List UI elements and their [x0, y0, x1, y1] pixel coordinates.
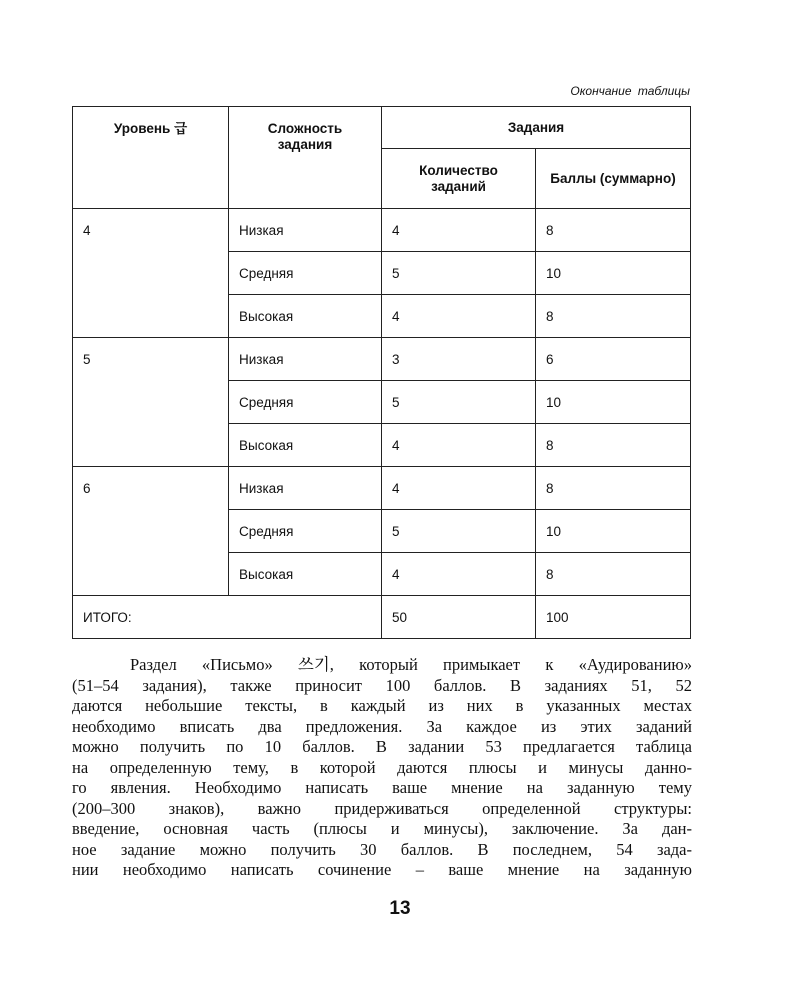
- count-cell: 5: [382, 381, 536, 424]
- text-line: на определенную тему, в которой даются плюсы и минусы данно-: [72, 757, 692, 777]
- header-points: Баллы (суммарно): [536, 149, 691, 209]
- level-cell: 5: [73, 338, 229, 467]
- header-difficulty: Сложность задания: [229, 107, 382, 209]
- count-cell: 4: [382, 295, 536, 338]
- points-cell: 10: [536, 252, 691, 295]
- count-cell: 5: [382, 510, 536, 553]
- body-paragraph: [72, 655, 692, 881]
- points-cell: 8: [536, 553, 691, 596]
- difficulty-cell: Высокая: [229, 553, 382, 596]
- levels-table: [72, 106, 691, 639]
- text-line: можно получить по 10 баллов. В задании 53 предлагается таблица: [72, 737, 692, 756]
- count-cell: 3: [382, 338, 536, 381]
- total-points: 100: [536, 596, 691, 639]
- table-row: [73, 467, 691, 510]
- total-count: 50: [382, 596, 536, 639]
- header-count: Количество заданий: [382, 149, 536, 209]
- points-cell: 8: [536, 424, 691, 467]
- count-cell: 4: [382, 424, 536, 467]
- total-row: [73, 596, 691, 639]
- level-cell: 4: [73, 209, 229, 338]
- count-cell: 4: [382, 209, 536, 252]
- count-cell: 4: [382, 467, 536, 510]
- difficulty-cell: Высокая: [229, 295, 382, 338]
- text-line: необходимо вписать два предложения. За каждое из этих заданий: [72, 716, 692, 736]
- header-tasks: Задания: [382, 107, 691, 149]
- level-cell: 6: [73, 467, 229, 596]
- points-cell: 8: [536, 295, 691, 338]
- text-line: нии необходимо написать сочинение – ваше мнение на заданную: [72, 860, 692, 879]
- text-line: (51–54 задания), также приносит 100 баллов. В заданиях 51, 52: [72, 675, 692, 695]
- page-number: 13: [389, 898, 411, 919]
- points-cell: 10: [536, 510, 691, 553]
- table-caption: Окончание таблицы: [570, 84, 690, 98]
- table-row: [73, 338, 691, 381]
- text-line: введение, основная часть (плюсы и минусы), заключение. За дан-: [72, 819, 692, 838]
- difficulty-cell: Низкая: [229, 467, 382, 510]
- difficulty-cell: Средняя: [229, 252, 382, 295]
- points-cell: 6: [536, 338, 691, 381]
- text-line: ное задание можно получить 30 баллов. В последнем, 54 зада-: [72, 839, 692, 859]
- points-cell: 8: [536, 209, 691, 252]
- difficulty-cell: Низкая: [229, 338, 382, 381]
- points-cell: 10: [536, 381, 691, 424]
- points-cell: 8: [536, 467, 691, 510]
- count-cell: 4: [382, 553, 536, 596]
- header-level: Уровень 급: [73, 107, 229, 209]
- text-line: даются небольшие тексты, в каждый из них в указанных местах: [72, 696, 692, 715]
- difficulty-cell: Средняя: [229, 510, 382, 553]
- total-label: ИТОГО:: [73, 596, 382, 639]
- count-cell: 5: [382, 252, 536, 295]
- difficulty-cell: Низкая: [229, 209, 382, 252]
- table-row: [73, 209, 691, 252]
- text-line: (200–300 знаков), важно придерживаться определенной структуры:: [72, 798, 692, 818]
- difficulty-cell: Высокая: [229, 424, 382, 467]
- text-line: го явления. Необходимо написать ваше мнение на заданную тему: [72, 778, 692, 797]
- difficulty-cell: Средняя: [229, 381, 382, 424]
- text-line: Раздел «Письмо» 쓰기, который примыкает к «Аудированию»: [130, 655, 692, 674]
